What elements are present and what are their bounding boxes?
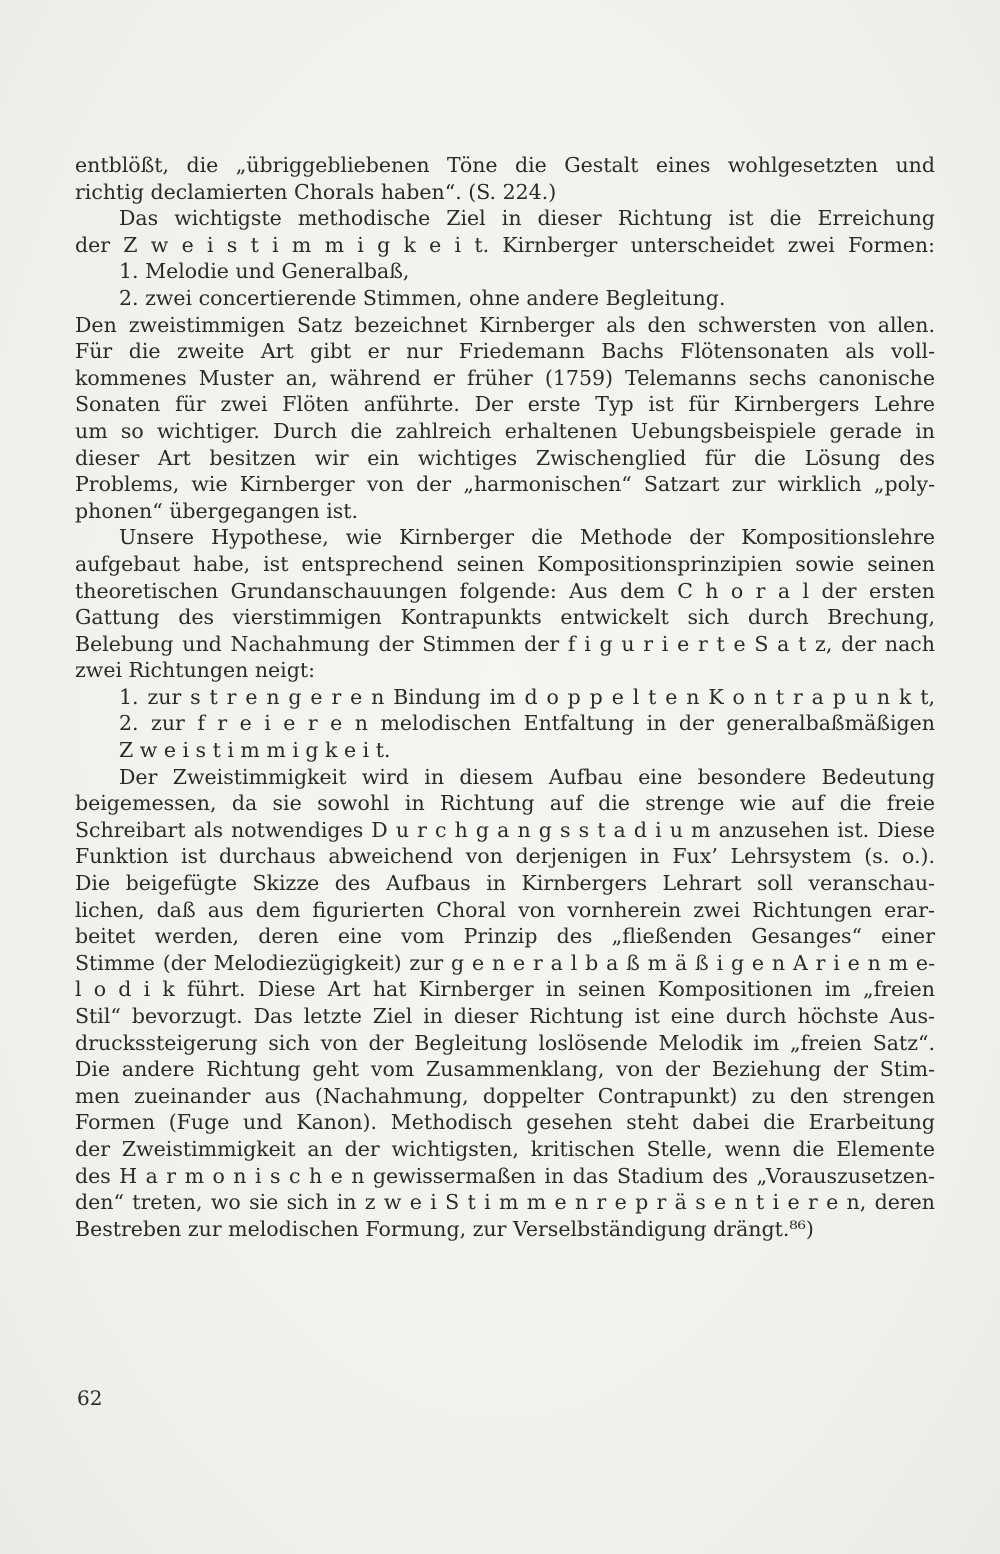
text-line: der Zweistimmigkeit an der wichtigsten, kritischen Stelle, wenn die Elemente [75,1136,935,1161]
text-line: Schreibart als notwendiges D u r c h g a n g s s t a d i u m anzusehen ist. Diese [75,817,935,842]
text-line: 1. zur s t r e n g e r e n Bindung im d o p p e l t e n K o n t r a p u n k t, [119,684,935,709]
text-line: Bestreben zur melodischen Formung, zur Verselbständigung drängt.⁸⁶) [75,1216,814,1241]
text-line: theoretischen Grundanschauungen folgende: Aus dem C h o r a l der ersten [75,578,935,603]
text-line: men zueinander aus (Nachahmung, doppelter Contrapunkt) zu den strengen [75,1083,935,1108]
text-line: Unsere Hypothese, wie Kirnberger die Methode der Kompositionslehre [119,525,935,550]
text-line: Z w e i s t i m m i g k e i t. [119,738,391,763]
text-line: Problems, wie Kirnberger von der „harmonischen“ Satzart zur wirklich „poly- [75,472,935,497]
page-number: 62 [77,1386,103,1410]
text-line: Funktion ist durchaus abweichend von derjenigen in Fux’ Lehrsystem (s. o.). [75,844,935,869]
text-line: Für die zweite Art gibt er nur Friedemann Bachs Flötensonaten als voll- [75,339,935,364]
text-line: Der Zweistimmigkeit wird in diesem Aufbau eine besondere Bedeutung [119,764,935,789]
text-line: beitet werden, deren eine vom Prinzip des „fließenden Gesanges“ einer [75,924,935,949]
text-line: zwei Richtungen neigt: [75,658,316,683]
text-line: Den zweistimmigen Satz bezeichnet Kirnberger als den schwersten von allen. [75,312,935,337]
text-line: richtig declamierten Chorals haben“. (S. 224.) [75,179,557,204]
text-line: druckssteigerung sich von der Begleitung loslösende Melodik im „freien Satz“. [75,1030,935,1055]
text-line: Stimme (der Melodiezügigkeit) zur g e n e r a l b a ß m ä ß i g e n A r i e n m e- [75,950,935,975]
text-line: Die beigefügte Skizze des Aufbaus in Kirnbergers Lehrart soll veranschau- [75,871,935,896]
text-line: phonen“ übergegangen ist. [75,498,359,523]
text-line: 1. Melodie und Generalbaß, [119,259,410,284]
text-line: aufgebaut habe, ist entsprechend seinen Kompositionsprinzipien sowie seinen [75,551,935,576]
text-line: Sonaten für zwei Flöten anführte. Der erste Typ ist für Kirnbergers Lehre [75,392,935,417]
text-line: entblößt, die „übriggebliebenen Töne die Gestalt eines wohlgesetzten und [75,153,935,177]
text-line: Das wichtigste methodische Ziel in dieser Richtung ist die Erreichung [119,206,935,231]
text-line: 2. zur f r e i e r e n melodischen Entfaltung in der generalbaßmäßigen [119,711,935,736]
body-text [75,152,935,1242]
text-line: Formen (Fuge und Kanon). Methodisch gesehen steht dabei die Erarbeitung [75,1110,935,1135]
text-line: um so wichtiger. Durch die zahlreich erhaltenen Uebungsbeispiele gerade in [75,418,935,443]
text-line: Gattung des vierstimmigen Kontrapunkts entwickelt sich durch Brechung, [75,605,935,630]
text-line: Die andere Richtung geht vom Zusammenklang, von der Beziehung der Stim- [75,1057,935,1082]
text-line: beigemessen, da sie sowohl in Richtung auf die strenge wie auf die freie [75,791,935,816]
text-line: dieser Art besitzen wir ein wichtiges Zwischenglied für die Lösung des [75,445,935,470]
text-line: kommenes Muster an, während er früher (1759) Telemanns sechs canonische [75,365,935,390]
text-line: 2. zwei concertierende Stimmen, ohne andere Begleitung. [119,285,726,310]
text-line: den“ treten, wo sie sich in z w e i S t i m m e n r e p r ä s e n t i e r e n, deren [75,1190,935,1215]
text-line: des H a r m o n i s c h e n gewissermaßen in das Stadium des „Vorauszusetzen- [75,1163,935,1188]
text-line: lichen, daß aus dem figurierten Choral von vornherein zwei Richtungen erar- [75,897,935,922]
text-line: der Z w e i s t i m m i g k e i t. Kirnberger unterscheidet zwei Formen: [75,232,935,257]
text-line: Belebung und Nachahmung der Stimmen der f i g u r i e r t e S a t z, der nach [75,631,935,656]
text-line: Stil“ bevorzugt. Das letzte Ziel in dieser Richtung ist eine durch höchste Aus- [75,1004,935,1028]
text-line: l o d i k führt. Diese Art hat Kirnberger in seinen Kompositionen im „freien [75,977,935,1002]
